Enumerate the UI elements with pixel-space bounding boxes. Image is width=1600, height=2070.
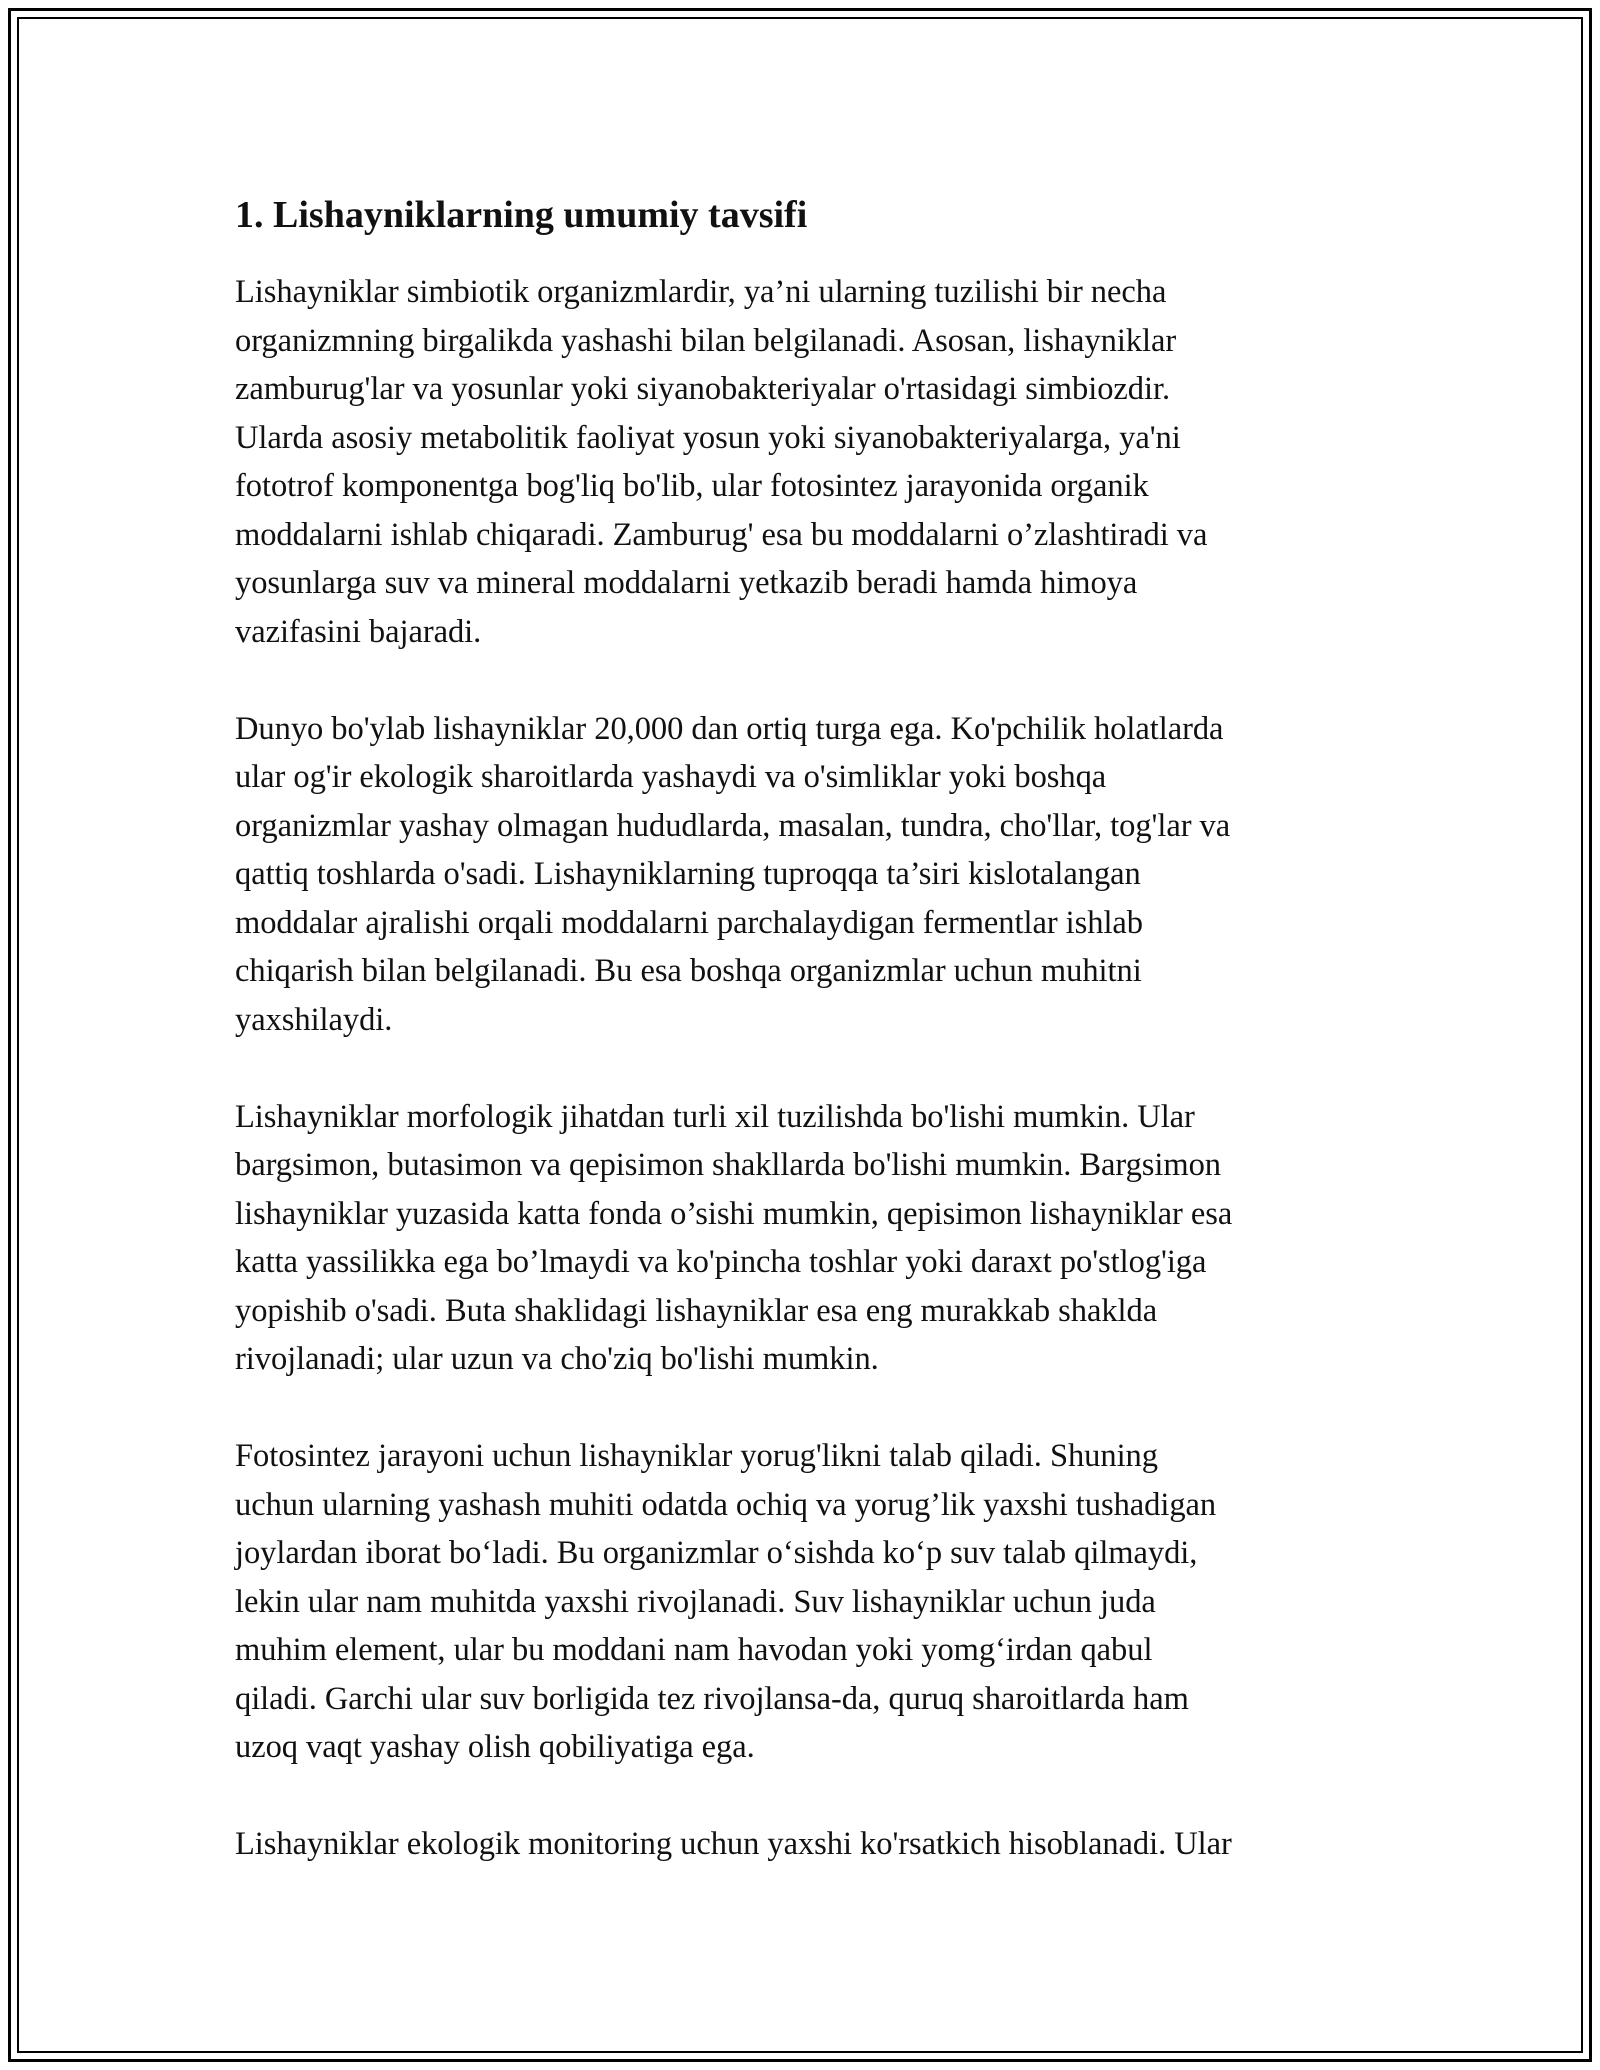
paragraph-line: organizmning birgalikda yashashi bilan belgilanadi. Asosan, lishayniklar xyxy=(235,322,1177,359)
paragraph-line: uzoq vaqt yashay olish qobiliyatiga ega. xyxy=(235,1729,755,1765)
paragraph-line: lekin ular nam muhitda yaxshi rivojlanadi. Suv lishayniklar uchun juda xyxy=(235,1583,1156,1620)
paragraph-line: uchun ularning yashash muhiti odatda ochiq va yorug’lik yaxshi tushadigan xyxy=(235,1486,1217,1523)
paragraph-line: qiladi. Garchi ular suv borligida tez rivojlansa-da, quruq sharoitlarda ham xyxy=(235,1680,1189,1717)
paragraph-line: fototrof komponentga bog'liq bo'lib, ular fotosintez jarayonida organik xyxy=(235,468,1149,504)
paragraph-line: joylardan iborat bo‘ladi. Bu organizmlar o‘sishda ko‘p suv talab qilmaydi, xyxy=(235,1535,1198,1571)
paragraph xyxy=(235,1093,1375,1384)
paragraph-line: qattiq toshlarda o'sadi. Lishayniklarning tuproqqa ta’siri kislotalangan xyxy=(235,856,1141,892)
paragraph-line: katta yassilikka ega bo’lmaydi va ko'pincha toshlar yoki daraxt po'stlog'iga xyxy=(235,1244,1207,1280)
paragraph-line: Fotosintez jarayoni uchun lishayniklar yorug'likni talab qiladi. Shuning xyxy=(235,1438,1158,1474)
paragraph xyxy=(235,1820,1375,1869)
paragraph-line: rivojlanadi; ular uzun va cho'ziq bo'lishi mumkin. xyxy=(235,1341,879,1377)
paragraph xyxy=(235,705,1375,1045)
paragraph-line: bargsimon, butasimon va qepisimon shakllarda bo'lishi mumkin. Bargsimon xyxy=(235,1147,1221,1183)
paragraph-line: Lishayniklar morfologik jihatdan turli xil tuzilishda bo'lishi mumkin. Ular xyxy=(235,1098,1195,1135)
section-title: 1. Lishayniklarning umumiy tavsifi xyxy=(235,194,808,236)
paragraph xyxy=(235,268,1375,656)
paragraph-line: Lishayniklar ekologik monitoring uchun yaxshi ko'rsatkich hisoblanadi. Ular xyxy=(235,1826,1232,1862)
paragraph xyxy=(235,1432,1375,1772)
paragraph-line: ular og'ir ekologik sharoitlarda yashaydi va o'simliklar yoki boshqa xyxy=(235,759,1107,795)
paragraph-line: lishayniklar yuzasida katta fonda o’sishi mumkin, qepisimon lishayniklar esa xyxy=(235,1195,1233,1232)
paragraph-line: organizmlar yashay olmagan hududlarda, masalan, tundra, cho'llar, tog'lar va xyxy=(235,807,1231,844)
paragraphs xyxy=(235,268,1375,1869)
paragraph-line: Dunyo bo'ylab lishayniklar 20,000 dan ortiq turga ega. Ko'pchilik holatlarda xyxy=(235,710,1224,747)
paragraph-line: moddalarni ishlab chiqaradi. Zamburug' esa bu moddalarni o’zlashtiradi va xyxy=(235,516,1208,553)
paragraph-line: Lishayniklar simbiotik organizmlardir, ya’ni ularning tuzilishi bir necha xyxy=(235,274,1167,310)
paragraph-line: zamburug'lar va yosunlar yoki siyanobakteriyalar o'rtasidagi simbiozdir. xyxy=(235,371,1171,407)
paragraph-line: yosunlarga suv va mineral moddalarni yetkazib beradi hamda himoya xyxy=(235,565,1138,601)
paragraph-line: muhim element, ular bu moddani nam havodan yoki yomg‘irdan qabul xyxy=(235,1632,1153,1668)
paragraph-line: moddalar ajralishi orqali moddalarni parchalaydigan fermentlar ishlab xyxy=(235,904,1144,941)
paragraph-line: yaxshilaydi. xyxy=(235,1001,393,1038)
paragraph-line: chiqarish bilan belgilanadi. Bu esa boshqa organizmlar uchun muhitni xyxy=(235,953,1142,989)
paragraph-line: vazifasini bajaradi. xyxy=(235,613,482,650)
paragraph-line: Ularda asosiy metabolitik faoliyat yosun yoki siyanobakteriyalarga, ya'ni xyxy=(235,419,1181,456)
paragraph-line: yopishib o'sadi. Buta shaklidagi lishayniklar esa eng murakkab shaklda xyxy=(235,1292,1158,1329)
document-body xyxy=(235,188,1375,1917)
